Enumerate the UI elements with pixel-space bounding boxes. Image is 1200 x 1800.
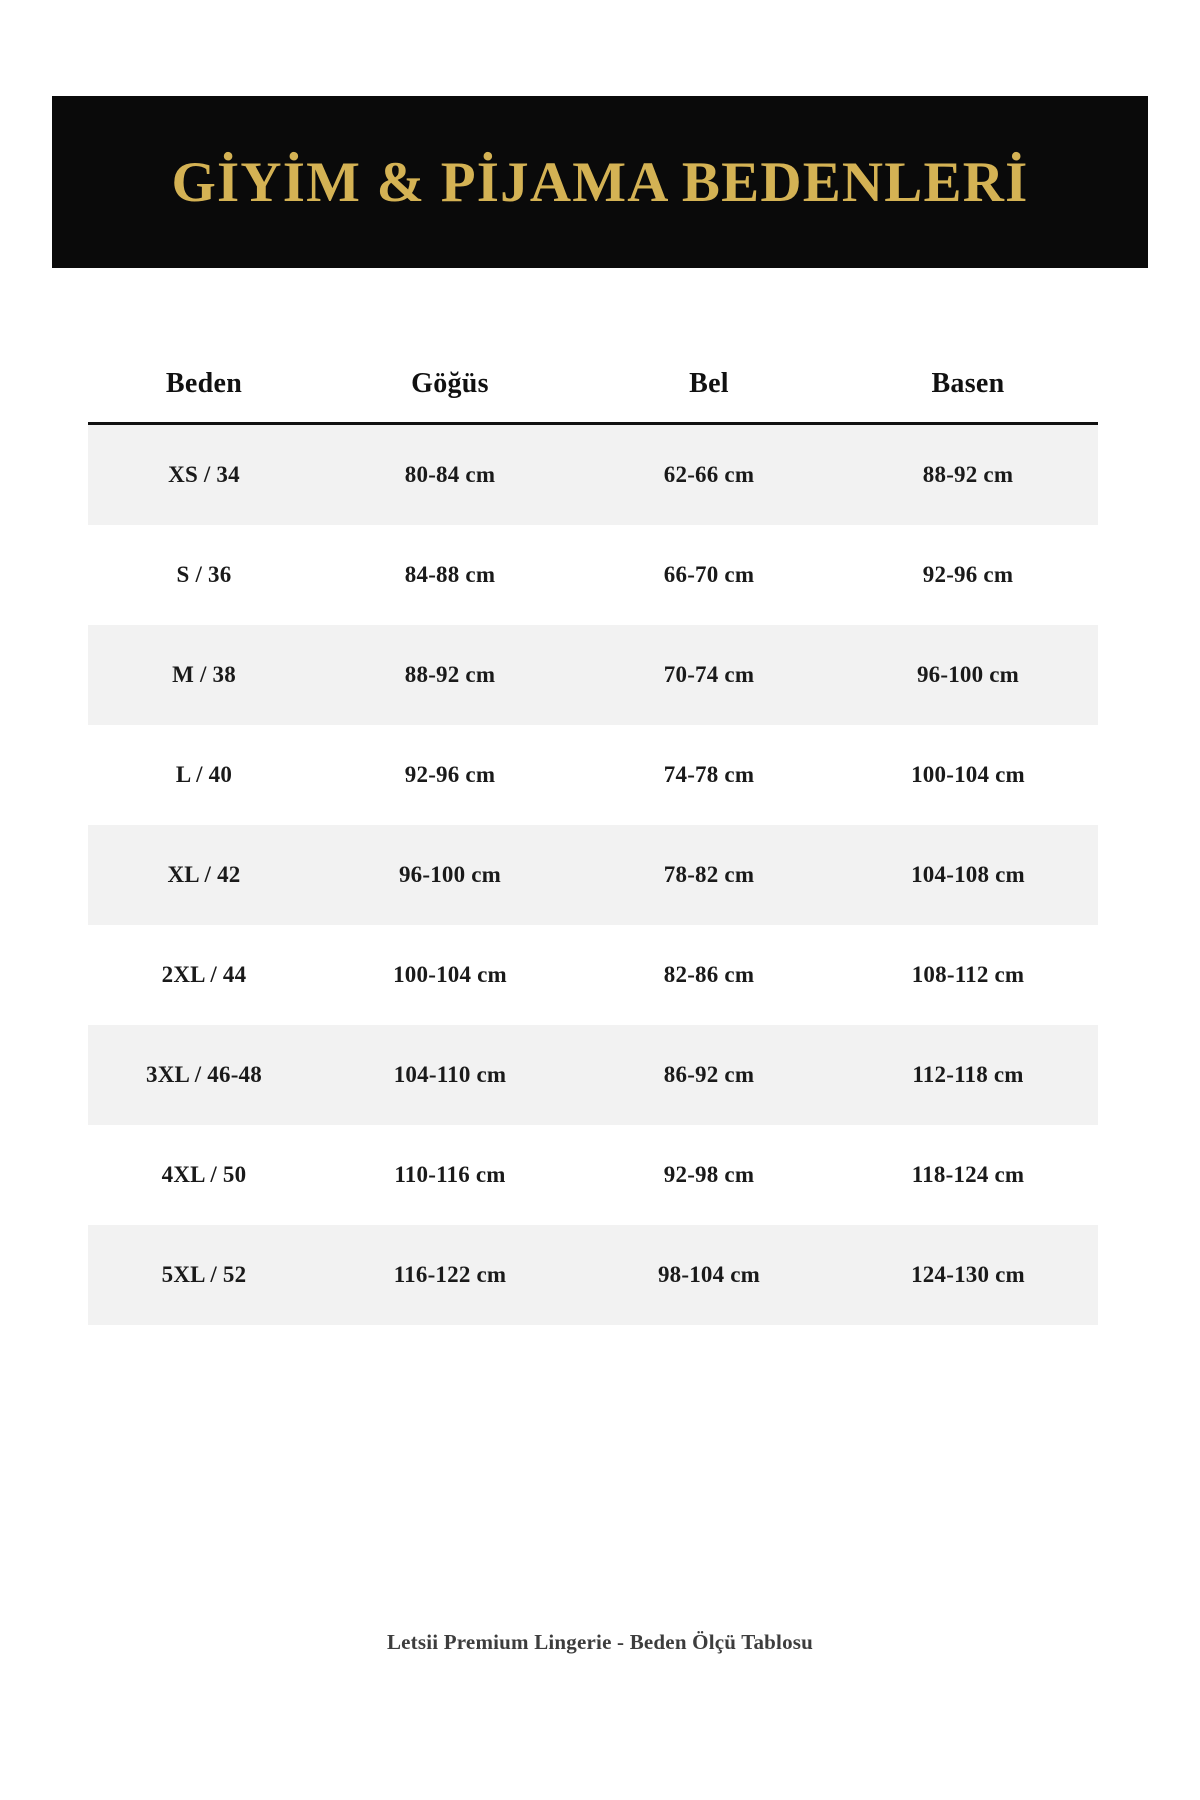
page-title: GİYİM & PİJAMA BEDENLERİ — [171, 150, 1029, 214]
cell-beden: 2XL / 44 — [161, 962, 247, 987]
table-row — [88, 1025, 1098, 1125]
column-header-basen: Basen — [931, 368, 1005, 399]
cell-gogus: 80-84 cm — [404, 462, 496, 487]
cell-beden: M / 38 — [172, 662, 236, 687]
cell-basen: 88-92 cm — [922, 462, 1014, 487]
table-body — [88, 424, 1098, 1326]
cell-bel: 62-66 cm — [663, 462, 755, 487]
cell-gogus: 96-100 cm — [398, 862, 502, 887]
table-header — [88, 368, 1098, 424]
cell-gogus: 110-116 cm — [394, 1162, 506, 1187]
cell-bel: 66-70 cm — [663, 562, 755, 587]
table-row — [88, 1225, 1098, 1325]
cell-gogus: 104-110 cm — [393, 1062, 507, 1087]
cell-basen: 96-100 cm — [916, 662, 1020, 687]
title-banner — [52, 96, 1148, 268]
cell-bel: 92-98 cm — [663, 1162, 755, 1187]
cell-basen: 108-112 cm — [911, 962, 1025, 987]
cell-basen: 118-124 cm — [911, 1162, 1025, 1187]
table-row — [88, 625, 1098, 725]
cell-bel: 78-82 cm — [663, 862, 755, 887]
footer — [0, 1630, 1200, 1655]
cell-basen: 124-130 cm — [911, 1262, 1025, 1287]
cell-gogus: 84-88 cm — [404, 562, 496, 587]
column-header-gogus: Göğüs — [411, 368, 489, 399]
cell-basen: 112-118 cm — [912, 1062, 1024, 1087]
cell-basen: 92-96 cm — [922, 562, 1014, 587]
table-row — [88, 424, 1098, 526]
cell-gogus: 116-122 cm — [393, 1262, 507, 1287]
table-row — [88, 525, 1098, 625]
table-row — [88, 725, 1098, 825]
cell-gogus: 92-96 cm — [404, 762, 496, 787]
size-table-container — [88, 368, 1098, 1325]
cell-beden: XL / 42 — [167, 862, 241, 887]
cell-basen: 104-108 cm — [911, 862, 1025, 887]
cell-beden: L / 40 — [175, 762, 233, 787]
cell-beden: S / 36 — [176, 562, 232, 587]
table-header-row — [88, 368, 1098, 424]
column-header-bel: Bel — [689, 368, 729, 399]
table-row — [88, 1125, 1098, 1225]
cell-beden: 3XL / 46-48 — [146, 1062, 262, 1087]
table-row — [88, 825, 1098, 925]
cell-beden: XS / 34 — [168, 462, 240, 487]
cell-beden: 5XL / 52 — [161, 1262, 247, 1287]
column-header-beden: Beden — [165, 368, 243, 399]
cell-bel: 98-104 cm — [657, 1262, 761, 1287]
cell-bel: 70-74 cm — [663, 662, 755, 687]
cell-basen: 100-104 cm — [911, 762, 1025, 787]
cell-gogus: 100-104 cm — [393, 962, 507, 987]
table-row — [88, 925, 1098, 1025]
cell-bel: 74-78 cm — [663, 762, 755, 787]
size-table — [88, 368, 1098, 1325]
cell-bel: 86-92 cm — [663, 1062, 755, 1087]
cell-bel: 82-86 cm — [663, 962, 755, 987]
footer-text: Letsii Premium Lingerie - Beden Ölçü Tablosu — [386, 1630, 814, 1654]
cell-gogus: 88-92 cm — [404, 662, 496, 687]
cell-beden: 4XL / 50 — [161, 1162, 247, 1187]
